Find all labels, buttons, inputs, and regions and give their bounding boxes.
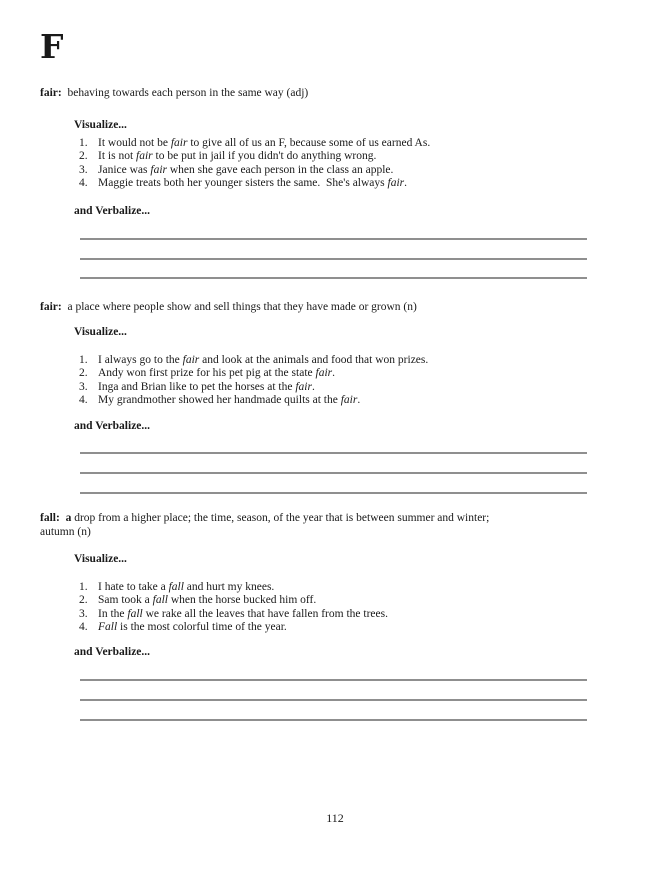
answer-line (80, 699, 587, 701)
example-sentence (79, 381, 428, 394)
sentence-text: Fall is the most colorful time of the year. (98, 621, 287, 634)
sentence-number: 4. (79, 177, 88, 190)
sentence-number: 4. (79, 621, 88, 634)
sentence-number: 3. (79, 163, 88, 176)
sentence-text: It would not be fair to give all of us an F, because some of us earned As. (98, 137, 431, 149)
example-sentence (79, 581, 388, 594)
sentence-number: 2. (79, 594, 88, 607)
answer-line (80, 452, 587, 454)
verbalize-label: and Verbalize... (74, 420, 151, 432)
sentence-text: Maggie treats both her younger sisters the same. She's always fair. (98, 177, 408, 190)
example-sentence (79, 354, 428, 367)
sentence-text: My grandmother showed her handmade quilts at the fair. (98, 394, 361, 407)
example-sentence (79, 621, 388, 634)
example-sentence (79, 367, 428, 380)
visualize-label: Visualize... (74, 553, 127, 565)
sentence-text: Janice was fair when she gave each person in the class an apple. (98, 163, 394, 176)
letter-heading: F (40, 27, 64, 66)
example-sentence-list (79, 354, 428, 408)
definition-line: fall: a drop from a higher place; the time, season, of the year that is between summer and winter; autumn (n) (40, 512, 490, 538)
example-sentence (79, 608, 388, 621)
verbalize-label: and Verbalize... (74, 646, 151, 658)
sentence-number: 1. (79, 137, 88, 149)
sentence-number: 2. (79, 150, 88, 163)
example-sentence (79, 137, 430, 150)
sentence-number: 3. (79, 607, 88, 620)
example-sentence (79, 594, 388, 607)
example-sentence (79, 394, 428, 407)
definition-line: fair: behaving towards each person in the same way (adj) (40, 87, 309, 99)
sentence-text: I hate to take a fall and hurt my knees. (98, 581, 275, 593)
sentence-text: Sam took a fall when the horse bucked him off. (98, 594, 317, 607)
sentence-text: Inga and Brian like to pet the horses at the fair. (98, 380, 315, 393)
sentence-text: I always go to the fair and look at the animals and food that won prizes. (98, 354, 429, 366)
answer-line (80, 258, 587, 260)
answer-line (80, 679, 587, 681)
sentence-number: 1. (79, 581, 88, 593)
sentence-text: In the fall we rake all the leaves that have fallen from the trees. (98, 607, 388, 620)
example-sentence-list (79, 137, 430, 191)
answer-line (80, 277, 587, 279)
example-sentence (79, 164, 430, 177)
sentence-text: It is not fair to be put in jail if you didn't do anything wrong. (98, 150, 377, 163)
example-sentence (79, 150, 430, 163)
example-sentence-list (79, 581, 388, 635)
visualize-label: Visualize... (74, 119, 127, 131)
sentence-number: 3. (79, 380, 88, 393)
definition-line: fair: a place where people show and sell things that they have made or grown (n) (40, 301, 417, 313)
visualize-label: Visualize... (74, 326, 127, 338)
sentence-number: 4. (79, 394, 88, 407)
sentence-text: Andy won first prize for his pet pig at the state fair. (98, 367, 335, 380)
page-number: 112 (326, 811, 344, 825)
answer-line (80, 472, 587, 474)
answer-line (80, 492, 587, 494)
example-sentence (79, 177, 430, 190)
answer-line (80, 238, 587, 240)
verbalize-label: and Verbalize... (74, 205, 151, 217)
answer-line (80, 719, 587, 721)
sentence-number: 2. (79, 367, 88, 380)
sentence-number: 1. (79, 354, 88, 366)
